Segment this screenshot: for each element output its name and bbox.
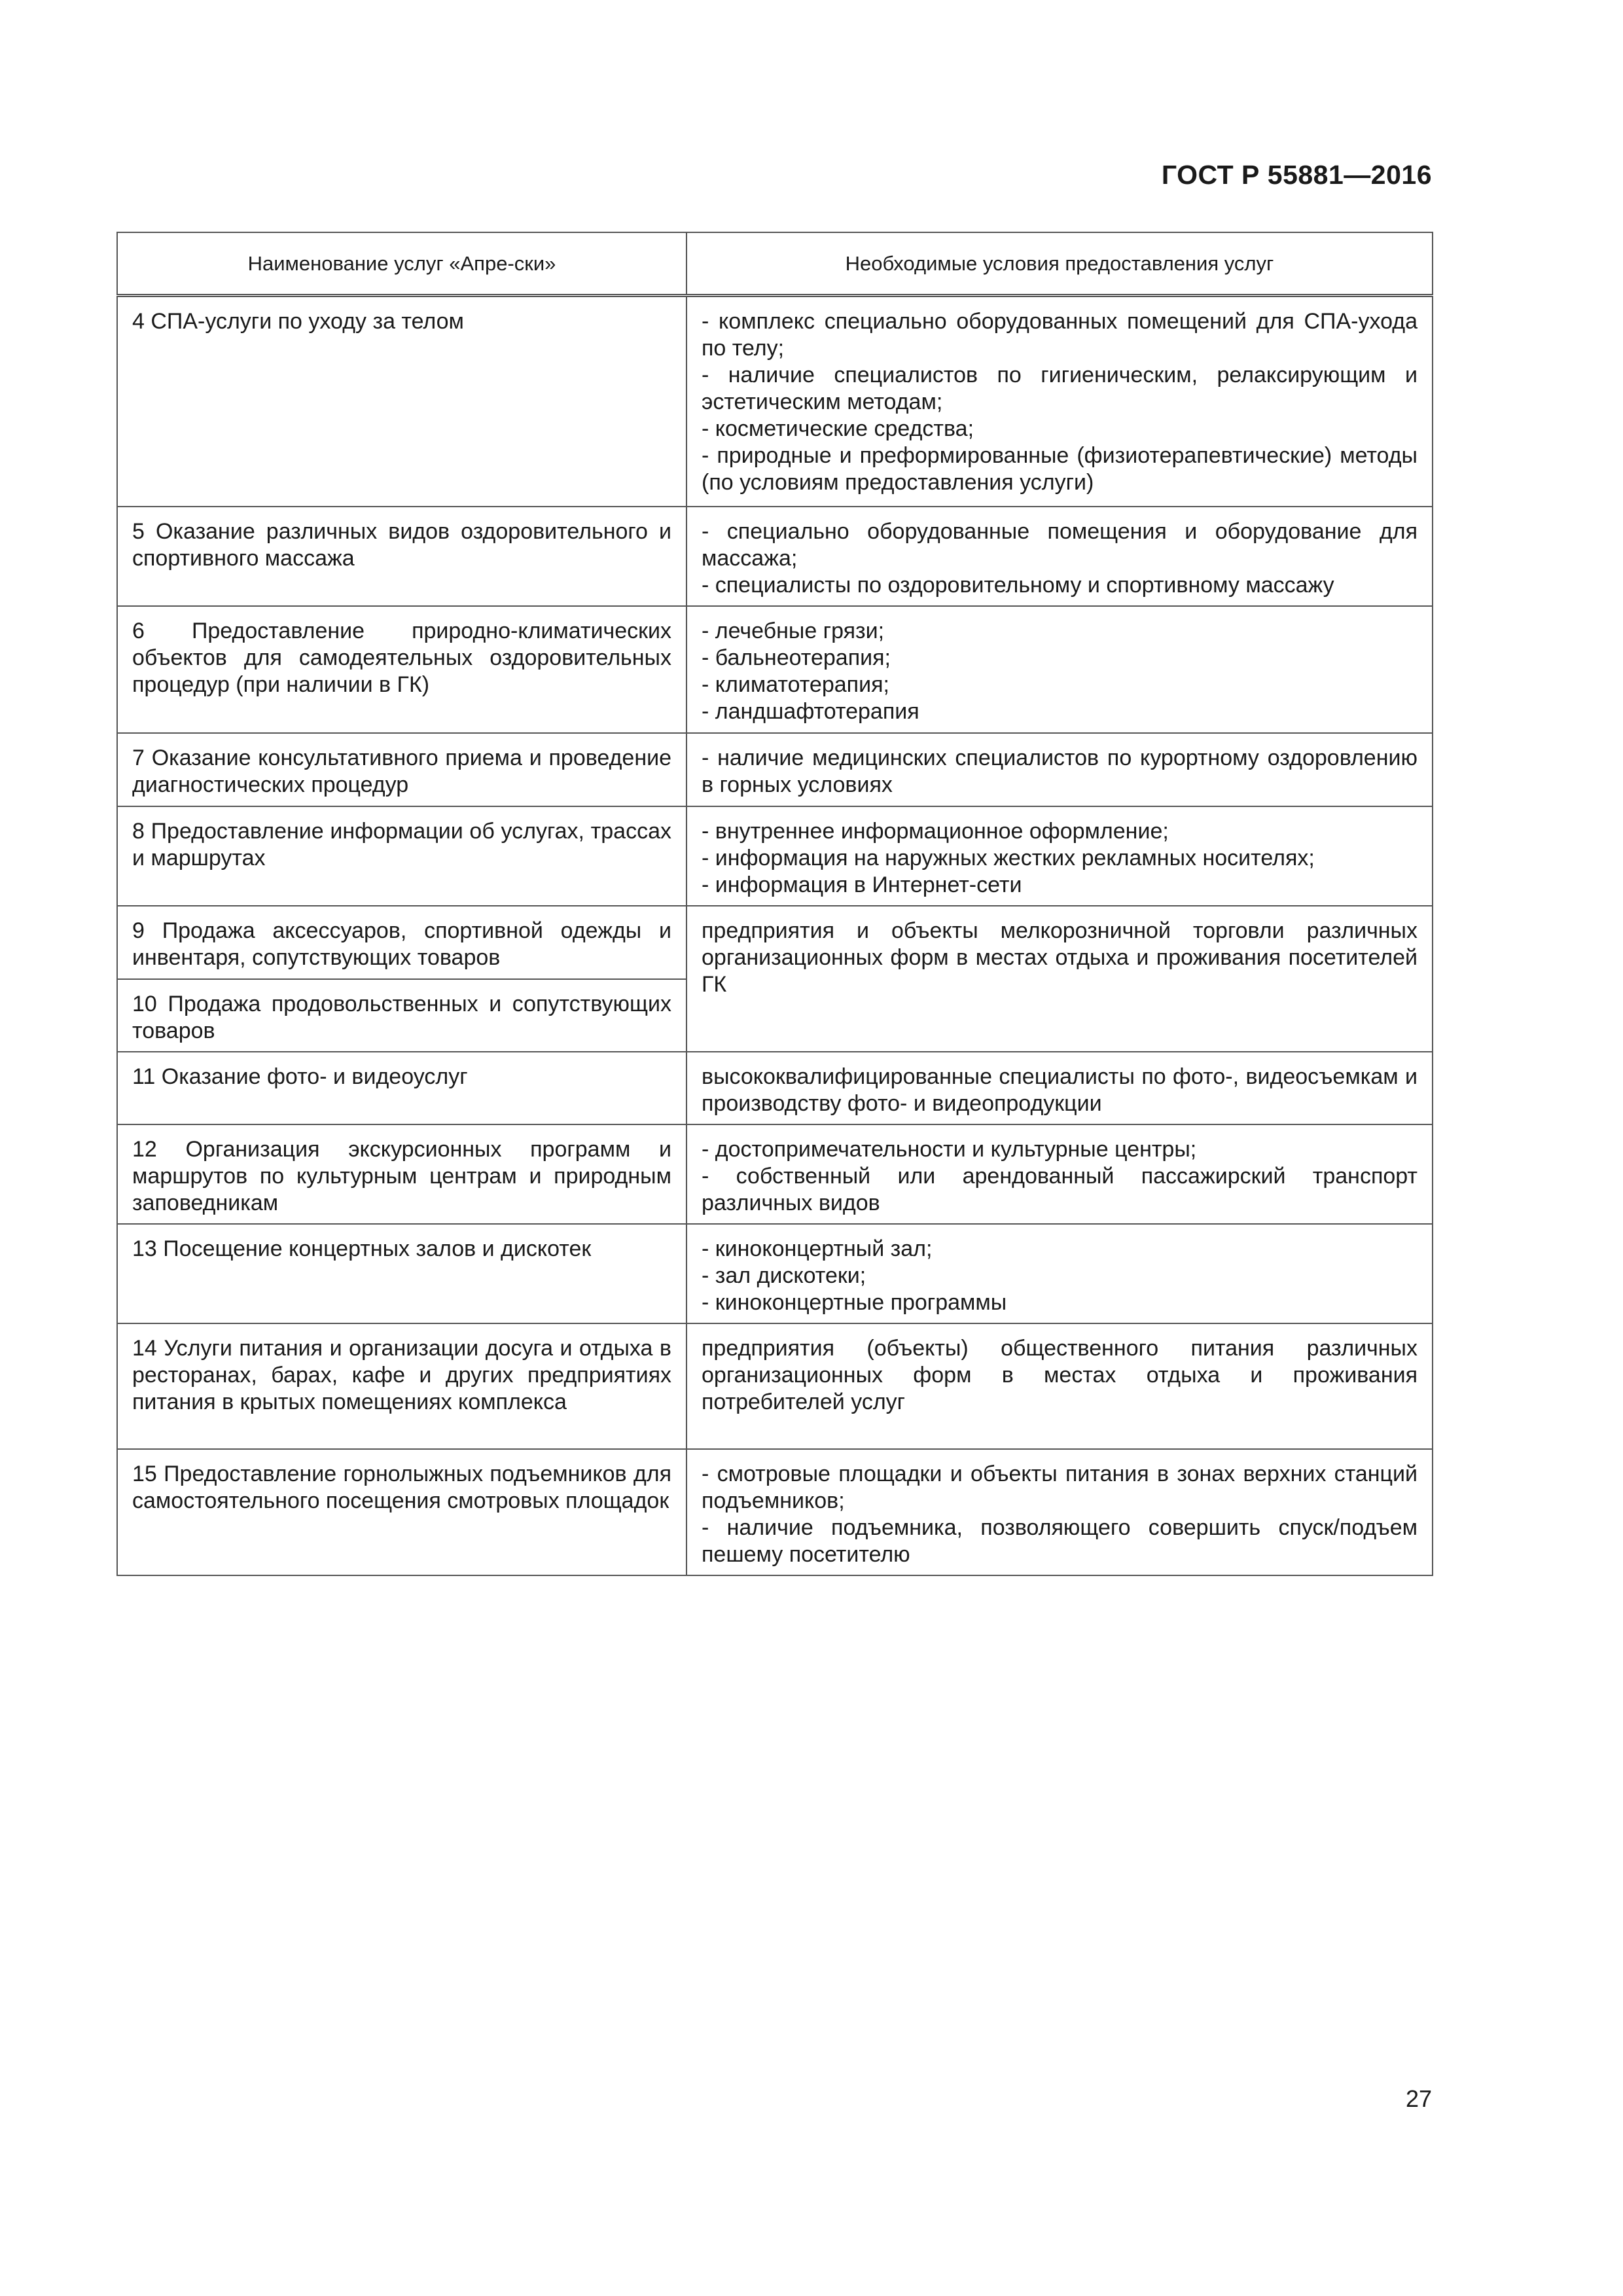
service-name-cell xyxy=(117,1052,687,1124)
condition-item: - ландшафтотерапия xyxy=(702,698,919,724)
condition-item: - достопримечательности и культурные центры; xyxy=(702,1136,1197,1162)
services-table-container xyxy=(116,232,1432,1576)
condition-item: - наличие специалистов по гигиеническим, релаксирующим и эстетическим методам; xyxy=(702,363,1418,414)
service-name-cell xyxy=(117,806,687,906)
conditions-cell xyxy=(687,507,1433,606)
condition-item: - киноконцертные программы xyxy=(702,1289,1007,1315)
conditions-cell xyxy=(687,1224,1433,1323)
service-name-text: 10 Продажа продовольственных и сопутствующих товаров xyxy=(132,991,671,1043)
condition-item: - внутреннее информационное оформление; xyxy=(702,818,1169,844)
conditions-cell xyxy=(687,606,1433,733)
condition-item: - специально оборудованные помещения и оборудование для массажа; xyxy=(702,518,1418,571)
condition-item: предприятия и объекты мелкорозничной торговли различных организационных форм в местах отдыха и проживания посетителей ГК xyxy=(702,918,1418,997)
table-row xyxy=(117,296,1433,507)
condition-item: - климатотерапия; xyxy=(702,672,889,697)
condition-item: - киноконцертный зал; xyxy=(702,1236,933,1261)
table-row xyxy=(117,1224,1433,1323)
service-name-text: 7 Оказание консультативного приема и проведение диагностических процедур xyxy=(132,745,671,797)
service-name-text: 14 Услуги питания и организации досуга и отдыха в ресторанах, барах, кафе и других предприятиях питания в крытых помещениях комплекса xyxy=(132,1335,671,1414)
table-row xyxy=(117,806,1433,906)
condition-item: - зал дискотеки; xyxy=(702,1263,866,1288)
column-header-conditions: Необходимые условия предоставления услуг xyxy=(687,232,1433,296)
table-header-row xyxy=(117,232,1433,296)
document-standard-id: ГОСТ Р 55881—2016 xyxy=(1161,160,1432,190)
condition-item: - собственный или арендованный пассажирский транспорт различных видов xyxy=(702,1163,1418,1215)
table-row xyxy=(117,1323,1433,1449)
service-name-cell xyxy=(117,1449,687,1575)
condition-item: - лечебные грязи; xyxy=(702,618,885,643)
condition-item: - смотровые площадки и объекты питания в зонах верхних станций подъемников; xyxy=(702,1461,1418,1513)
service-name-text: 4 СПА-услуги по уходу за телом xyxy=(132,309,464,334)
conditions-cell xyxy=(687,733,1433,806)
conditions-cell xyxy=(687,1323,1433,1449)
service-name-cell xyxy=(117,606,687,733)
service-name-cell xyxy=(117,979,687,1052)
condition-item: - информация в Интернет-сети xyxy=(702,872,1022,897)
conditions-cell xyxy=(687,1124,1433,1224)
condition-item: - комплекс специально оборудованных помещений для СПА-ухода по телу; xyxy=(702,309,1418,361)
table-row xyxy=(117,733,1433,806)
condition-item: - наличие медицинских специалистов по курортному оздоровлению в горных условиях xyxy=(702,745,1418,797)
service-name-text: 12 Организация экскурсионных программ и маршрутов по культурным центрам и природным заповедникам xyxy=(132,1136,671,1215)
service-name-text: 11 Оказание фото- и видеоуслуг xyxy=(132,1064,468,1089)
condition-item: - наличие подъемника, позволяющего совершить спуск/подъем пешему посетителю xyxy=(702,1515,1418,1567)
condition-item: - бальнеотерапия; xyxy=(702,645,891,670)
condition-item: предприятия (объекты) общественного питания различных организационных форм в местах отдыха и проживания потребителей услуг xyxy=(702,1335,1418,1414)
table-row xyxy=(117,1449,1433,1575)
services-table xyxy=(116,232,1433,1576)
table-row xyxy=(117,1124,1433,1224)
service-name-text: 15 Предоставление горнолыжных подъемников для самостоятельного посещения смотровых площадок xyxy=(132,1461,671,1513)
service-name-cell xyxy=(117,906,687,979)
condition-item: - природные и преформированные (физиотерапевтические) методы (по условиям предоставления услуги) xyxy=(702,443,1418,495)
conditions-cell xyxy=(687,806,1433,906)
service-name-cell xyxy=(117,296,687,507)
service-name-text: 13 Посещение концертных залов и дискотек xyxy=(132,1236,592,1261)
service-name-cell xyxy=(117,507,687,606)
conditions-cell xyxy=(687,1449,1433,1575)
table-row xyxy=(117,906,1433,979)
condition-item: - косметические средства; xyxy=(702,416,974,441)
condition-item: высококвалифицированные специалисты по фото-, видеосъемкам и производству фото- и видеопродукции xyxy=(702,1064,1418,1116)
condition-item: - информация на наружных жестких рекламных носителях; xyxy=(702,845,1315,870)
conditions-cell xyxy=(687,296,1433,507)
service-name-text: 5 Оказание различных видов оздоровительного и спортивного массажа xyxy=(132,518,671,571)
page-number: 27 xyxy=(1405,2085,1432,2112)
service-name-cell xyxy=(117,1224,687,1323)
service-name-text: 9 Продажа аксессуаров, спортивной одежды и инвентаря, сопутствующих товаров xyxy=(132,918,671,970)
service-name-cell xyxy=(117,1124,687,1224)
column-header-service-name: Наименование услуг «Апре-ски» xyxy=(117,232,687,296)
table-row xyxy=(117,507,1433,606)
service-name-cell xyxy=(117,733,687,806)
table-row xyxy=(117,606,1433,733)
condition-item: - специалисты по оздоровительному и спортивному массажу xyxy=(702,572,1334,598)
table-row xyxy=(117,1052,1433,1124)
conditions-cell xyxy=(687,1052,1433,1124)
service-name-text: 8 Предоставление информации об услугах, трассах и маршрутах xyxy=(132,818,671,870)
service-name-text: 6 Предоставление природно-климатических объектов для самодеятельных оздоровительных процедур (при наличии в ГК) xyxy=(132,618,671,697)
service-name-cell xyxy=(117,1323,687,1449)
conditions-cell xyxy=(687,906,1433,1052)
